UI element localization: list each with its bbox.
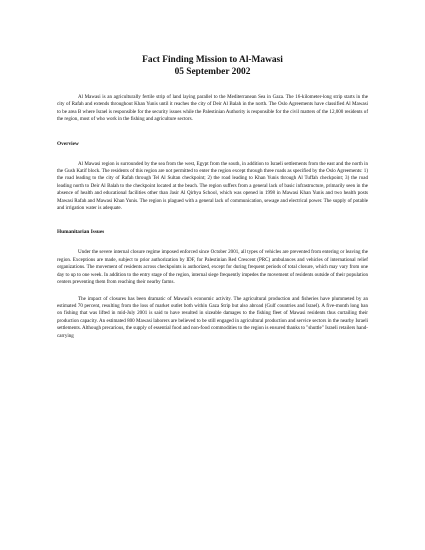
overview-paragraph: Al Mawasi region is surrounded by the sea from the west, Egypt from the south, in addition to Israeli settlements from the east and the north in the Gush Katif block. The residents of this region are not permitted to enter the region except through three roads as specified by the Oslo Agreements: 1) the road leading to the city of Rafah through Tel Al Sultan checkpoint; 2) the road leading to Khan Yunis through Al Tuffah checkpoint; 3) the road leading north to Deir Al Balah to the checkpoint located at the beach. The region suffers from a general lack of basic infrastructure, primarily seen in the absence of health and educational facilities other than Jasir Al Qirbya School, which was opened in 1998 in Mawasi Khan Yunis and two health posts Mawasi Rafah and Mawasi Khan Yunis. The region is plagued with a general lack of communication, sewage and electrical power. The supply of potable and irrigation water is adequate. [57, 160, 368, 212]
humanitarian-paragraph-2: The impact of closures has been dramatic of Mawasi's economic activity. The agricultural production and fisheries have plummeted by an estimated 70 percent, resulting from the loss of market outlet both within Gaza Strip but also abroad (Gulf countries and Israel). A five-month long ban on fishing that was lifted in mid-July 2001 is said to have resulted in sizeable damages to the fishing fleet of Mawasi residents thus curtailing their production capacity. An estimated 800 Mawasi laborers are believed to be still engaged in agricultural production and service sectors in the nearby Israeli settlements. Although precarious, the supply of essential food and non-food commodities to the region is ensured thanks to "shuttle" Israeli retailers hand-carrying [57, 295, 368, 339]
humanitarian-paragraph-1: Under the severe internal closure regime imposed enforced since October 2001, all types of vehicles are prevented from entering or leaving the region. Exceptions are made, subject to prior authorization by IDF, for Palestinian Red Crescent (PRC) ambulances and vehicles of international relief organizations. The movement of residents across checkpoints is authorized, except for during frequent periods of total closure, which may vary from one day to up to one week. In addition to the entry stage of the region, internal siege frequently impedes the movement of residents outside of their population centers preventing them from reaching their nearby farms. [57, 249, 368, 286]
intro-paragraph: Al Mawasi is an agriculturally fertile strip of land laying parallel to the Mediterranean Sea in Gaza. The 16-kilometer-long strip starts in the city of Rafah and extends throughout Khan Yunis until it reaches the city of Deir Al Balah in the north. The Oslo Agreements have classified Al Mawasi to be area B where Israel is responsible for the security issues while the Palestinian Authority is responsible for the civil matters of the 12,000 residents of the region, most of who work in the fishing and agriculture sectors. [57, 94, 368, 123]
overview-heading: Overview [57, 140, 79, 147]
humanitarian-heading: Humanitarian Issues [57, 229, 105, 236]
title-line-1: Fact Finding Mission to Al-Mawasi [142, 55, 283, 65]
document-title [57, 54, 368, 78]
title-line-2: 05 September 2002 [174, 67, 251, 77]
